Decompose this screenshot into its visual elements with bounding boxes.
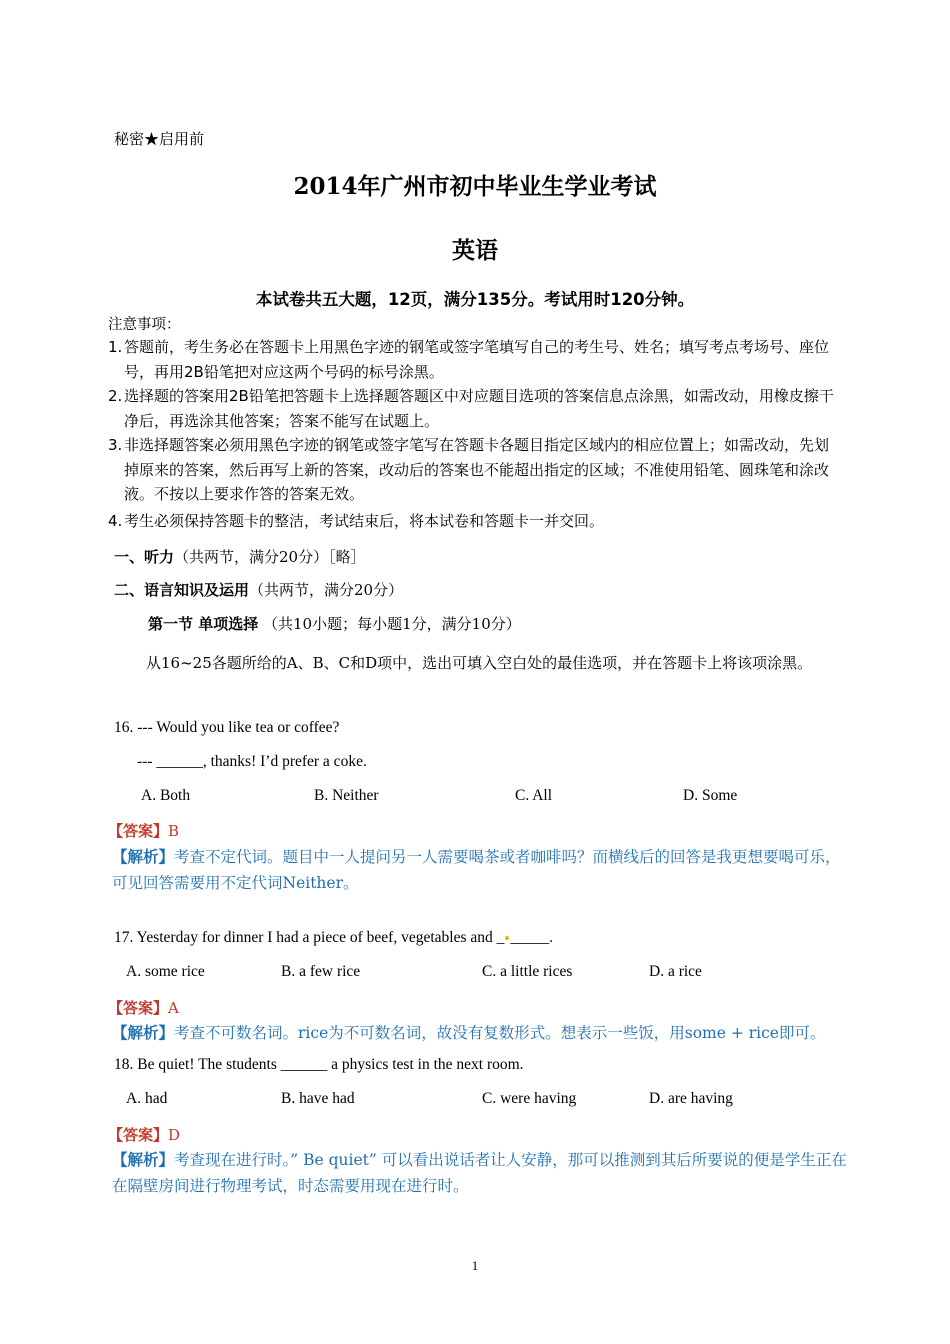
question-17-stem-start: 17. Yesterday for dinner I had a piece of beef, vegetables and _ [114,929,505,946]
exam-title: 2014年广州市初中毕业生学业考试 [293,173,657,200]
explain-text: 考查不定代词。题目中一人提问另一人需要喝茶或者咖啡吗？而横线后的回答是我更想要喝可乐，可见回答需要用不定代词Neither。 [112,848,841,892]
notice-item-number: 3. [108,436,123,454]
explain-text: 考查不可数名词。rice为不可数名词，故没有复数形式。想表示一些饭，用some + rice即可。 [174,1024,826,1042]
question-17-explanation [112,1020,847,1046]
question-17-option-c: C. a little rices [482,963,573,980]
answer-label: 【答案】 [108,822,169,840]
question-16-stem: 16. --- Would you like tea or coffee? [114,719,340,736]
notice-item-2 [108,384,843,433]
directions: 从16~25各题所给的A、B、C和D项中，选出可填入空白处的最佳选项，并在答题卡上将该项涂黑。 [146,654,813,672]
question-17-option-d: D. a rice [649,963,702,980]
notice-item-number: 2. [108,387,123,405]
explain-label: 【解析】 [112,847,175,866]
page-number: 1 [471,1258,479,1273]
part-single-choice [148,613,521,634]
notice-heading: 注意事项： [108,317,181,333]
question-16-option-b: B. Neither [314,787,379,804]
question-18-answer [108,1124,180,1145]
section-detail: （共两节，满分20分）［略］ [174,548,366,566]
notice-item-text: 考生必须保持答题卡的整洁，考试结束后，将本试卷和答题卡一并交回。 [124,512,605,530]
question-16-reply: --- ______, thanks! I’d prefer a coke. [137,753,367,770]
answer-label: 【答案】 [108,1126,169,1144]
subject-title: 英语 [452,237,498,264]
section-label: 一、听力 [114,548,175,566]
explain-label: 【解析】 [112,1023,175,1042]
question-18-stem: 18. Be quiet! The students ______ a physics test in the next room. [114,1056,524,1073]
answer-label: 【答案】 [108,999,169,1017]
secret-note: 秘密★启用前 [114,130,205,148]
question-16-option-a: A. Both [141,787,191,804]
section-detail: （共两节，满分20分） [249,581,404,599]
part-detail: （共10小题；每小题1分，满分10分） [263,615,521,633]
question-16-answer [108,820,179,841]
notice-item-text: 非选择题答案必须用黑色字迹的钢笔或签字笔写在答题卡各题目指定区域内的相应位置上；如需改动，先划掉原来的答案，然后再写上新的答案，改动后的答案也不能超出指定的区域；不准使用铅笔、圆珠笔和涂改液。不按以上要求作答的答案无效。 [124,436,830,503]
question-17-option-a: A. some rice [126,963,205,980]
question-16-option-c: C. All [515,787,553,804]
notice-item-text: 答题前，考生务必在答题卡上用黑色字迹的钢笔或签字笔填写自己的考生号、姓名；填写考点考场号、座位号，再用2B铅笔把对应这两个号码的标号涂黑。 [124,338,830,381]
answer-value: B [168,822,180,840]
question-17-option-b: B. a few rice [281,963,361,980]
question-18-option-d: D. are having [649,1090,733,1107]
question-17-stem [114,929,553,947]
notice-item-number: 1. [108,338,123,356]
question-17-answer [108,997,179,1018]
question-18-option-b: B. have had [281,1090,355,1107]
notice-item-3 [108,433,843,507]
question-17-stem-end: _____. [510,929,553,946]
section-listening [114,546,366,567]
answer-value: D [168,1126,181,1144]
notice-item-text: 选择题的答案用2B铅笔把答题卡上选择题答题区中对应题目选项的答案信息点涂黑，如需改动，用橡皮擦干净后，再选涂其他答案；答案不能写在试题上。 [124,387,834,430]
exam-intro: 本试卷共五大题，12页，满分135分。考试用时120分钟。 [255,290,695,309]
question-18-explanation [112,1147,847,1199]
section-label: 二、语言知识及运用 [114,581,250,599]
question-18-option-a: A. had [126,1090,168,1107]
explain-label: 【解析】 [112,1150,175,1169]
section-language [114,579,403,600]
answer-value: A [168,999,179,1017]
notice-item-1 [108,335,843,384]
part-label: 第一节 单项选择 [148,615,259,633]
question-16-explanation [112,844,847,896]
notice-item-4 [108,509,843,534]
notice-item-number: 4. [108,512,123,530]
question-18-option-c: C. were having [482,1090,577,1107]
cursor-mark [505,936,509,940]
explain-text: 考查现在进行时。” Be quiet” 可以看出说话者让人安静，那可以推测到其后所要说的便是学生正在在隔壁房间进行物理考试，时态需要用现在进行时。 [112,1151,847,1195]
question-16-option-d: D. Some [683,787,738,804]
